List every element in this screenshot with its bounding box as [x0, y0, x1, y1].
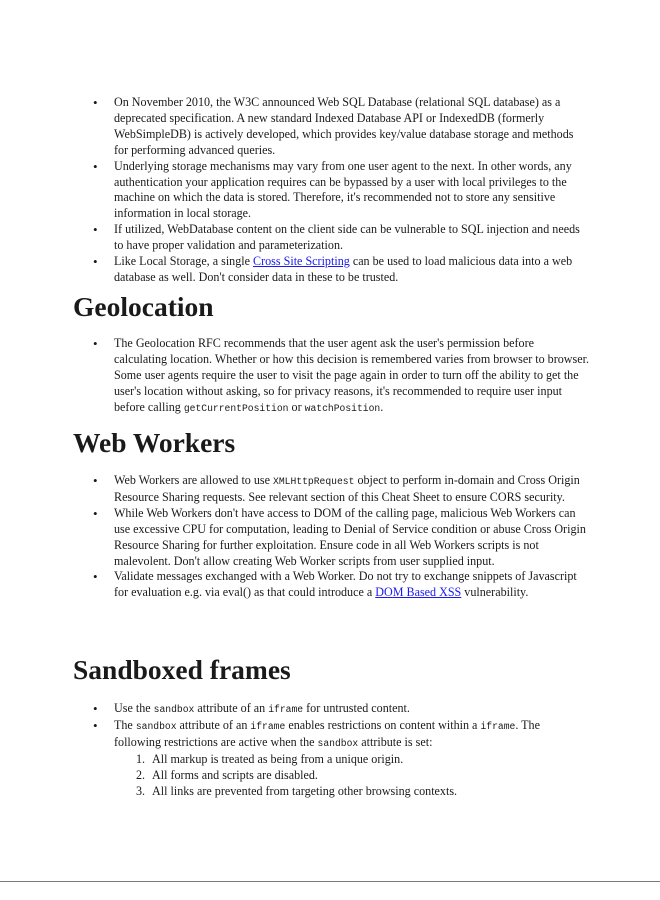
- code-xmlhttprequest: XMLHttpRequest: [273, 476, 355, 487]
- code-sandbox: sandbox: [135, 720, 177, 732]
- code-sandbox: sandbox: [317, 737, 359, 749]
- bullet-text: attribute of an: [194, 701, 269, 715]
- dom-based-xss-link[interactable]: DOM Based XSS: [375, 585, 462, 600]
- bullet-text: or: [288, 399, 305, 414]
- numbered-item: [114, 768, 590, 784]
- bullet-text: The Geolocation RFC recommends that the user agent ask the user's permission before calculating location. Whether or how this decision is remembered varies from browser to browser. Some user agents require the user to visit the page again in order to turn off the ability to get the user's location without asking, so for privacy reasons, it's recommended to require user input before calling: [114, 336, 589, 414]
- list-item: [90, 569, 590, 601]
- bullet-text: enables restrictions on content within a: [285, 717, 481, 732]
- item-text: All links are prevented from targeting other browsing contexts.: [152, 783, 458, 798]
- cross-site-scripting-link[interactable]: Cross Site Scripting: [253, 254, 350, 269]
- bullet-text: attribute is set:: [358, 734, 433, 749]
- list-item: [90, 254, 590, 286]
- section-heading-sandboxed-frames: Sandboxed frames: [73, 654, 291, 685]
- list-item: [90, 159, 590, 223]
- list-item: [90, 222, 590, 254]
- list-item: [90, 718, 590, 800]
- page-bottom-rule: [0, 881, 660, 882]
- bullet-text: Validate messages exchanged with a Web Worker. Do not try to exchange snippets of Javascript for evaluation e.g. via eval() as that could introduce a: [114, 569, 577, 600]
- list-item: [90, 95, 590, 159]
- sandboxed-bullet-list: [90, 701, 590, 799]
- bullet-text: Use the: [114, 701, 154, 715]
- webworkers-bullet-list: [90, 473, 590, 601]
- bullet-text: object to perform in-domain and Cross Origin Resource Sharing requests. See relevant section of this Cheat Sheet to ensure CORS security.: [114, 473, 580, 504]
- bullet-text: On November 2010, the W3C announced Web SQL Database (relational SQL database) as a deprecated specification. A new standard Indexed Database API or IndexedDB (formerly WebSimpleDB) is actively developed, which provides key/value database storage and methods for performing advanced queries.: [114, 95, 574, 157]
- item-number: 2.: [136, 767, 146, 782]
- bullet-text: for untrusted content.: [303, 701, 410, 715]
- bullet-text: If utilized, WebDatabase content on the client side can be vulnerable to SQL injection and needs to have proper validation and parameterization.: [114, 222, 580, 253]
- item-number: 1.: [136, 751, 146, 766]
- geolocation-bullet-list: [90, 336, 590, 417]
- bullet-text: Underlying storage mechanisms may vary from one user agent to the next. In other words, any authentication your application requires can be bypassed by a user with local privileges to the machine on which the data is stored. Therefore, it's recommended not to store any sensitive information in local storage.: [114, 158, 572, 221]
- code-sandbox: sandbox: [153, 704, 195, 715]
- numbered-item: [114, 752, 590, 768]
- storage-bullet-list: [90, 95, 590, 286]
- bullet-text: While Web Workers don't have access to DOM of the calling page, malicious Web Workers can use excessive CPU for computation, leading to Denial of Service condition or abuse Cross Origin Resource Sharing for further exploitation. Ensure code in all Web Workers scripts is not malevolent. Don't allow creating Web Worker scripts from user supplied input.: [114, 505, 586, 568]
- code-getcurrentposition: getCurrentPosition: [183, 402, 289, 414]
- list-item: [90, 473, 590, 506]
- code-iframe: iframe: [268, 704, 304, 715]
- list-item: [90, 506, 590, 570]
- section-heading-geolocation: Geolocation: [73, 291, 214, 322]
- code-iframe: iframe: [250, 720, 286, 732]
- list-item: [90, 336, 590, 417]
- numbered-item: [114, 784, 590, 800]
- bullet-text: .: [380, 399, 384, 414]
- code-iframe: iframe: [480, 720, 516, 732]
- restrictions-numbered-list: [114, 752, 590, 800]
- item-text: All forms and scripts are disabled.: [152, 767, 318, 782]
- item-text: All markup is treated as being from a unique origin.: [152, 751, 404, 766]
- bullet-text: vulnerability.: [461, 585, 529, 600]
- bullet-text: . The following restrictions are active when the: [114, 717, 540, 749]
- code-watchposition: watchPosition: [304, 402, 381, 414]
- bullet-text: The: [114, 717, 136, 732]
- bullet-text: Like Local Storage, a single: [114, 254, 254, 269]
- list-item: [90, 701, 590, 718]
- bullet-text: can be used to load malicious data into a web database as well. Don't consider data in these to be trusted.: [114, 254, 573, 284]
- bullet-text: attribute of an: [176, 717, 251, 732]
- item-number: 3.: [136, 783, 146, 798]
- bullet-text: Web Workers are allowed to use: [114, 473, 274, 487]
- section-heading-web-workers: Web Workers: [73, 427, 236, 458]
